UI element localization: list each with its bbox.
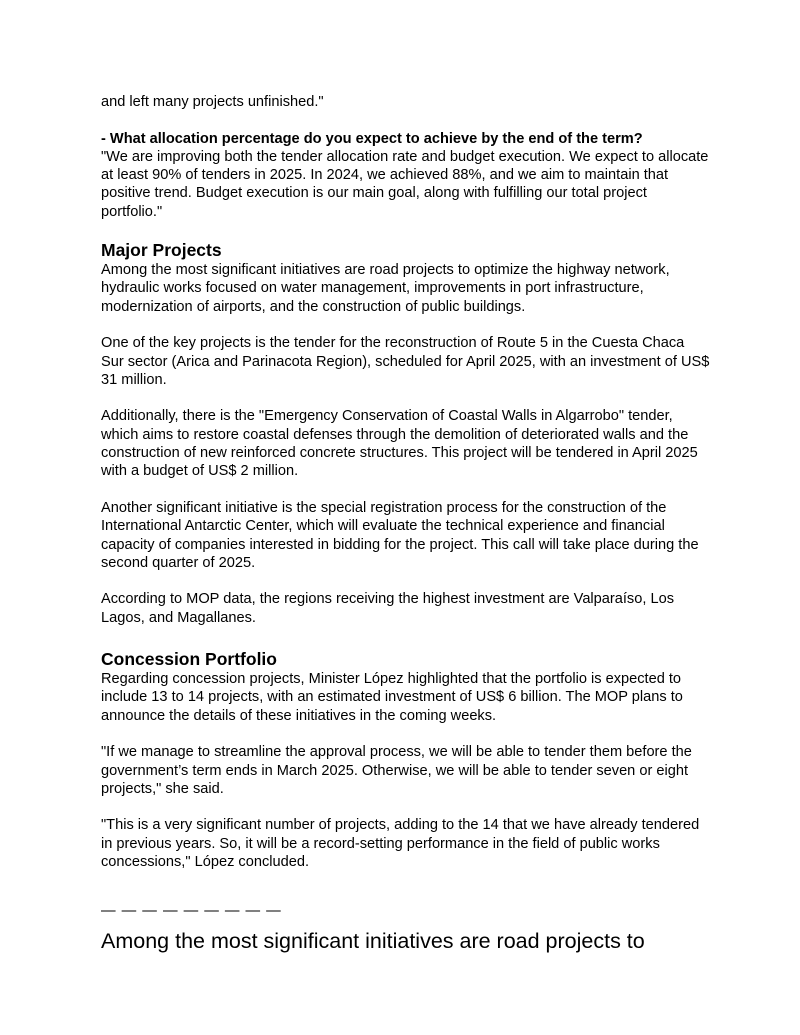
concession-portfolio-heading: Concession Portfolio xyxy=(101,649,277,670)
major-projects-paragraph: Another significant initiative is the special registration process for the construction of the International Antarctic Center, which will evaluate the technical experience and financial capacity of companies interested in bidding for the project. This call will take place during the second quarter of 2025. xyxy=(101,499,699,571)
major-projects-heading: Major Projects xyxy=(101,240,222,261)
concession-paragraph: Regarding concession projects, Minister López highlighted that the portfolio is expected to include 13 to 14 projects, with an estimated investment of US$ 6 billion. The MOP plans to announce the details of these initiatives in the coming weeks. xyxy=(101,671,683,724)
interview-answer: "We are improving both the tender allocation rate and budget execution. We expect to allocate at least 90% of tenders in 2025. In 2024, we achieved 88%, and we aim to maintain that positive trend. Budget execution is our main goal, along with fulfilling our total project portfolio." xyxy=(101,148,709,220)
footer-large-text: Among the most significant initiatives are road projects to xyxy=(101,929,645,954)
section-separator: — — — — — — — — — xyxy=(101,903,282,920)
major-projects-paragraph: One of the key projects is the tender for the reconstruction of Route 5 in the Cuesta Chaca Sur sector (Arica and Parinacota Region), scheduled for April 2025, with an investment of US$ 31 million. xyxy=(101,335,710,388)
major-projects-paragraph: Among the most significant initiatives are road projects to optimize the highway network, hydraulic works focused on water management, improvements in port infrastructure, modernization of airports, and the construction of public buildings. xyxy=(101,262,670,315)
major-projects-paragraph: Additionally, there is the "Emergency Conservation of Coastal Walls in Algarrobo" tender, which aims to restore coastal defenses through the demolition of deteriorated walls and the construction of new reinforced concrete structures. This project will be tendered in April 2025 with a budget of US$ 2 million. xyxy=(101,408,698,480)
interview-block xyxy=(101,130,711,221)
concession-paragraph: "This is a very significant number of projects, adding to the 14 that we have already tendered in previous years. So, it will be a record-setting performance in the field of public works concessions," López concluded. xyxy=(101,817,700,870)
concession-paragraph: "If we manage to streamline the approval process, we will be able to tender them before the government’s term ends in March 2025. Otherwise, we will be able to tender seven or eight projects," she said. xyxy=(101,744,692,797)
document-page xyxy=(101,93,711,954)
interview-question: - What allocation percentage do you expect to achieve by the end of the term? xyxy=(101,130,643,147)
intro-carryover-text: and left many projects unfinished." xyxy=(101,94,324,110)
major-projects-paragraph: According to MOP data, the regions receiving the highest investment are Valparaíso, Los Lagos, and Magallanes. xyxy=(101,591,674,626)
